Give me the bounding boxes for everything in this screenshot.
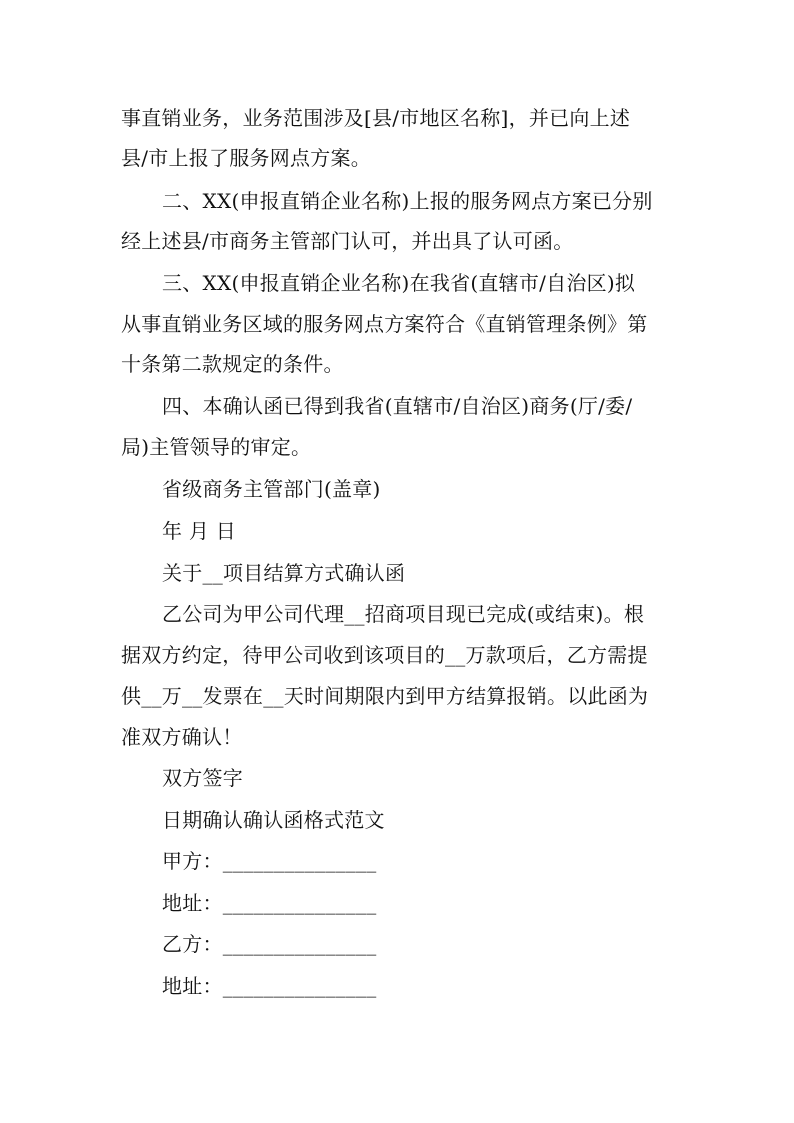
- paragraph-line: 乙公司为甲公司代理__招商项目现已完成(或结束)。根: [162, 602, 645, 626]
- paragraph-line: 供__万__发票在__天时间期限内到甲方结算报销。以此函为: [121, 684, 649, 708]
- paragraph-line: 经上述县/市商务主管部门认可，并出具了认可函。: [121, 229, 574, 253]
- paragraph-line: 县/市上报了服务网点方案。: [121, 146, 371, 170]
- paragraph-line: 局)主管领导的审定。: [121, 435, 312, 459]
- paragraph-line: 三、XX(申报直销企业名称)在我省(直辖市/自治区)拟: [162, 271, 636, 295]
- party-a-line: 甲方：_______________: [162, 849, 377, 873]
- paragraph-line: 二、XX(申报直销企业名称)上报的服务网点方案已分别: [162, 189, 653, 213]
- paragraph-line: 从事直销业务区域的服务网点方案符合《直销管理条例》第: [121, 312, 648, 336]
- paragraph-line: 据双方约定，待甲公司收到该项目的__万款项后，乙方需提: [121, 643, 648, 667]
- signature-label: 双方签字: [162, 766, 243, 790]
- paragraph-line: 四、本确认函已得到我省(直辖市/自治区)商务(厅/委/: [162, 394, 633, 418]
- paragraph-line: 事直销业务，业务范围涉及[县/市地区名称]，并已向上述: [121, 106, 631, 130]
- template-title: 日期确认确认函格式范文: [162, 808, 385, 832]
- address-line: 地址：_______________: [162, 891, 377, 915]
- paragraph-line: 准双方确认！: [121, 725, 243, 749]
- seal-line: 省级商务主管部门(盖章): [162, 477, 381, 501]
- section-title: 关于__项目结算方式确认函: [162, 561, 406, 585]
- address-line: 地址：_______________: [162, 974, 377, 998]
- party-b-line: 乙方：_______________: [162, 932, 377, 956]
- paragraph-line: 十条第二款规定的条件。: [121, 352, 344, 376]
- date-line: 年 月 日: [162, 519, 236, 543]
